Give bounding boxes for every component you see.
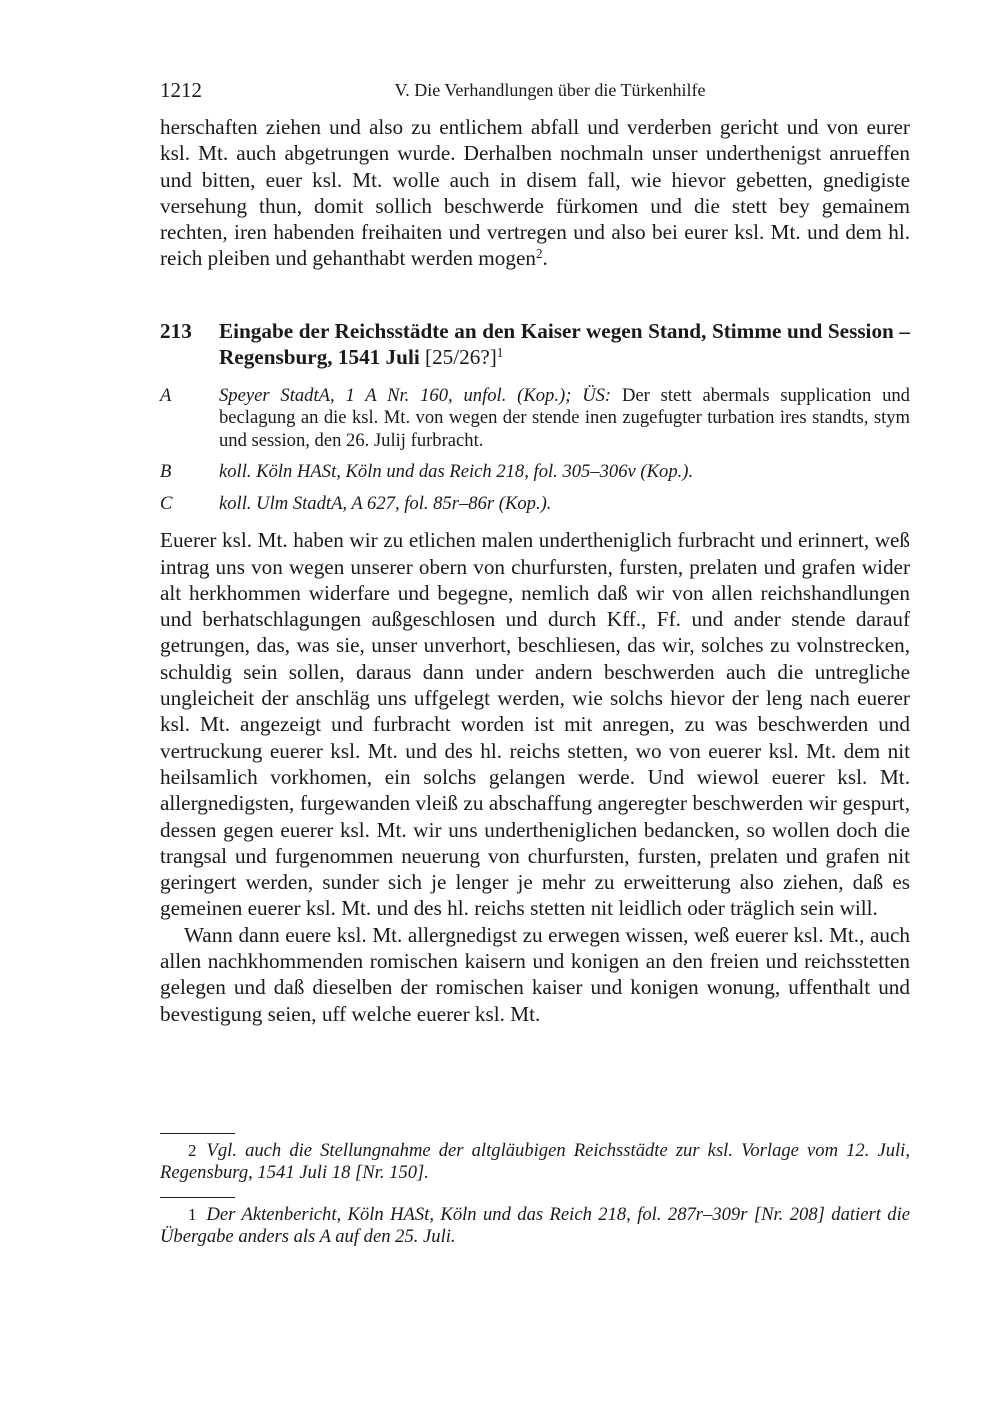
source-entry: [160, 461, 910, 484]
continuation-paragraph: [160, 114, 910, 272]
source-citation: koll. Köln HASt, Köln und das Reich 218, fol. 305–306v (Kop.).: [219, 461, 694, 483]
source-description: [219, 385, 910, 453]
source-description: [219, 461, 910, 484]
source-summary: Der stett abermals supplication und beclagung an die ksl. Mt. von wegen der stende inen zugefugter turbation ires standts, stym und session, den 26. Julij furbracht.: [219, 384, 910, 451]
source-citation: koll. Ulm StadtA, A 627, fol. 85r–86r (Kop.).: [219, 492, 552, 514]
source-list: [160, 385, 910, 516]
page-number: 1212: [160, 78, 202, 102]
source-entry: [160, 385, 910, 453]
footnote-ref-1[interactable]: 1: [496, 345, 504, 361]
running-title: V. Die Verhandlungen über die Türkenhilfe: [394, 80, 706, 100]
source-description: [219, 493, 910, 516]
footnote-separator: [160, 1133, 235, 1134]
document-number: 213: [160, 318, 192, 343]
footnote-text: Der Aktenbericht, Köln HASt, Köln und das Reich 218, fol. 287r–309r [Nr. 208] datiert die Übergabe anders als A auf den 25. Juli.: [160, 1204, 910, 1247]
main-paragraph-2: Wann dann euere ksl. Mt. allergnedigst zu erwegen wissen, weß euerer ksl. Mt., auch allen nachkhommenden romischen kaisern und konigen an den freien und reichsstetten gelegen und daß dieselben der romischen kaiser und konigen wonung, uffenthalt und bevestigung seien, uff welche euerer ksl. Mt.: [160, 922, 910, 1026]
footnotes: [160, 1133, 910, 1261]
footnote-ref-2[interactable]: 2: [535, 246, 543, 262]
document-date-suffix: [25/26?]: [425, 345, 497, 370]
source-siglum: A: [160, 384, 172, 406]
footnote-text: Vgl. auch die Stellungnahme der altgläubigen Reichsstädte zur ksl. Vorlage vom 12. Juli, Regensburg, 1541 Juli 18 [Nr. 150].: [160, 1140, 910, 1183]
source-siglum: C: [160, 492, 173, 514]
continuation-end: .: [542, 246, 548, 271]
page-body: [160, 78, 910, 1027]
continuation-text: herschaften ziehen und also zu entlichem abfall und verderben gericht und von eurer ksl. Mt. auch abgetrungen wurde. Derhalben nochmaln unser underthenigst anrueffen und bitten, euer ksl. Mt. wolle auch in disem fall, wie hievor gebetten, gnedigiste versehung thun, domit sollich beschwerde fürkomen und die stett bey gemainem rechten, iren habenden freihaiten und vertregen und also bei eurer ksl. Mt. und dem hl. reich pleiben und gehanthabt werden mogen: [160, 115, 910, 271]
footnote-number: 2: [188, 1141, 197, 1160]
source-citation: Speyer StadtA, 1 A Nr. 160, unfol. (Kop.); ÜS:: [219, 384, 612, 406]
source-entry: [160, 493, 910, 516]
main-paragraph-1: Euerer ksl. Mt. haben wir zu etlichen malen undertheniglich furbracht und erinnert, weß intrag uns von wegen unserer obern von churfursten, fursten, prelaten und grafen wider alt herkhommen widerfare und begegne, nemlich daß wir von allen reichshandlungen und berhatschlagungen außgeschlosen und durch Kff., Ff. und ander stende darauf getrungen, das, was sie, unser unverhort, beschliesen, das wir, solches zu volnstrecken, schuldig sein sollen, daraus dann under andern beschwerden auch die untregliche ungleicheit der anschläg uns uffgelegt werden, wie solchs hievor der leng nach euerer ksl. Mt. angezeigt und furbracht worden ist mit anregen, zu was beschwerden und vertruckung euerer ksl. Mt. und des hl. reichs stetten, wo von euerer ksl. Mt. dem nit heilsamlich vorkhomen, ein solchs gelangen werde. Und wiewol euerer ksl. Mt. allergnedigsten, furgewanden vleiß zu abschaffung angeregter beschwerden wir gespurt, dessen gegen euerer ksl. Mt. wir uns undertheniglichen bedancken, so wollen doch die trangsal und furgenommen neuerung von churfursten, fursten, prelaten und grafen nit geringert werden, sunder sich je lenger je mehr zu erweitterung also ziehen, daß es gemeinen euerer ksl. Mt. und des hl. reichs stetten nit leidlich oder träglich sein will.: [160, 528, 910, 921]
running-head: [160, 78, 910, 108]
source-siglum: B: [160, 461, 172, 483]
document-title: [219, 318, 910, 371]
document-heading: [160, 318, 910, 371]
footnote-1: [160, 1204, 910, 1247]
document-title-text: Eingabe der Reichsstädte an den Kaiser wegen Stand, Stimme und Session – Regensburg, 1541 Juli: [219, 318, 910, 370]
footnote-2: [160, 1140, 910, 1183]
footnote-number: 1: [188, 1205, 197, 1224]
footnote-separator: [160, 1197, 235, 1198]
